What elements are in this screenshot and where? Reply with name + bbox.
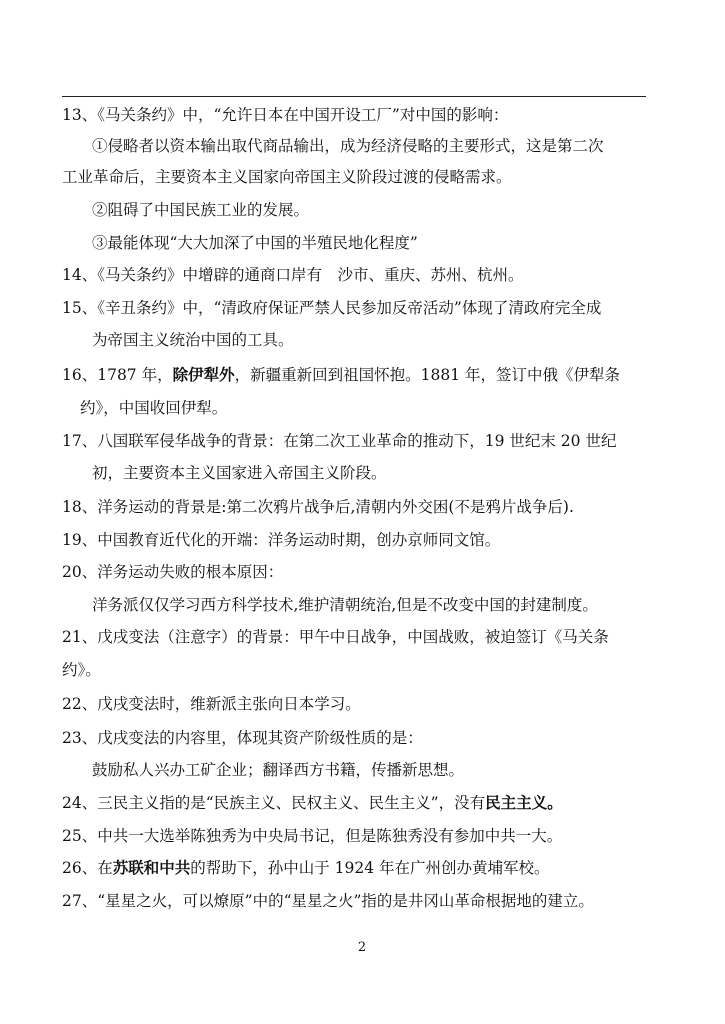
- text-line: [62, 891, 594, 911]
- text-line: [62, 365, 620, 385]
- text-segment: 15、《辛丑条约》中，“清政府保证严禁人民参加反帝活动”体现了清政府完全成: [62, 299, 602, 317]
- text-segment: 17、八国联军侵华战争的背景：在第二次工业革命的推动下，19 世纪末 20 世纪: [62, 432, 617, 450]
- text-segment: ③最能体现“大大加深了中国的半殖民地化程度”: [92, 234, 418, 252]
- text-line: [62, 167, 512, 187]
- text-segment: 的帮助下，孙中山于 1924 年在广州创办黄埔军校。: [190, 859, 550, 877]
- text-segment: ，新疆重新回到祖国怀抱。1881 年，签订中俄《伊犁条: [234, 366, 620, 384]
- text-line: [92, 136, 604, 156]
- text-line: [62, 660, 101, 680]
- text-line: [62, 530, 500, 550]
- text-segment: 23、戊戌变法的内容里，体现其资产阶级性质的是：: [62, 729, 423, 747]
- text-line: [62, 105, 508, 125]
- text-line: [62, 431, 616, 451]
- text-line: [92, 463, 387, 483]
- text-line: [92, 760, 464, 780]
- text-segment: 14、《马关条约》中增辟的通商口岸有 沙市、重庆、苏州、杭州。: [62, 266, 524, 284]
- text-segment: 20、洋务运动失败的根本原因：: [62, 563, 284, 581]
- text-line: [62, 562, 283, 582]
- text-segment: 约》。: [62, 661, 101, 679]
- text-line: [92, 233, 418, 253]
- text-line: [62, 826, 562, 846]
- text-segment: 鼓励私人兴办工矿企业；翻译西方书籍，传播新思想。: [92, 761, 465, 779]
- text-segment: 18、洋务运动的背景是:第二次鸦片战争后,清朝内外交困(不是鸦片战争后).: [62, 498, 574, 516]
- text-segment: 26、在: [62, 859, 113, 877]
- text-segment: 16、1787 年，: [62, 366, 173, 384]
- text-line: [62, 497, 574, 517]
- text-segment: 21、戊戌变法（注意字）的背景：甲午中日战争，中国战败，被迫签订《马关条: [62, 628, 609, 646]
- text-segment: 13、《马关条约》中，“允许日本在中国开设工厂”对中国的影响：: [62, 106, 509, 124]
- text-line: [62, 793, 563, 813]
- text-line: [92, 595, 598, 615]
- page-number: 2: [357, 940, 367, 955]
- text-line: [80, 398, 227, 418]
- text-segment: 约》，中国收回伊犁。: [80, 399, 228, 417]
- text-segment: 为帝国主义统治中国的工具。: [92, 331, 294, 349]
- text-line: [62, 694, 361, 714]
- text-segment: ①侵略者以资本输出取代商品输出，成为经济侵略的主要形式，这是第二次: [92, 137, 604, 155]
- text-segment-bold: 民主主义。: [485, 793, 563, 812]
- header-rule: [62, 96, 646, 97]
- text-segment: 工业革命后，主要资本主义国家向帝国主义阶段过渡的侵略需求。: [62, 168, 512, 186]
- text-line: [62, 627, 609, 647]
- text-line: [62, 728, 423, 748]
- text-segment: 27、“星星之火，可以燎原”中的“星星之火”指的是井冈山革命根据地的建立。: [62, 892, 594, 910]
- text-segment: 24、三民主义指的是“民族主义、民权主义、民生主义”，没有: [62, 794, 486, 812]
- text-line: [62, 265, 523, 285]
- text-segment-bold: 除伊犁外: [172, 365, 235, 384]
- text-line: [92, 330, 294, 350]
- text-segment: 19、中国教育近代化的开端：洋务运动时期，创办京师同文馆。: [62, 531, 501, 549]
- text-segment: ②阻碍了中国民族工业的发展。: [92, 201, 310, 219]
- text-segment: 22、戊戌变法时，维新派主张向日本学习。: [62, 695, 361, 713]
- text-line: [62, 298, 601, 318]
- text-segment: 洋务派仅仅学习西方科学技术,维护清朝统治,但是不改变中国的封建制度。: [92, 596, 598, 614]
- text-segment: 初，主要资本主义国家进入帝国主义阶段。: [92, 464, 387, 482]
- text-segment: 25、中共一大选举陈独秀为中央局书记，但是陈独秀没有参加中共一大。: [62, 827, 563, 845]
- text-segment-bold: 苏联和中共: [112, 858, 191, 877]
- text-line: [62, 858, 550, 878]
- text-line: [92, 200, 309, 220]
